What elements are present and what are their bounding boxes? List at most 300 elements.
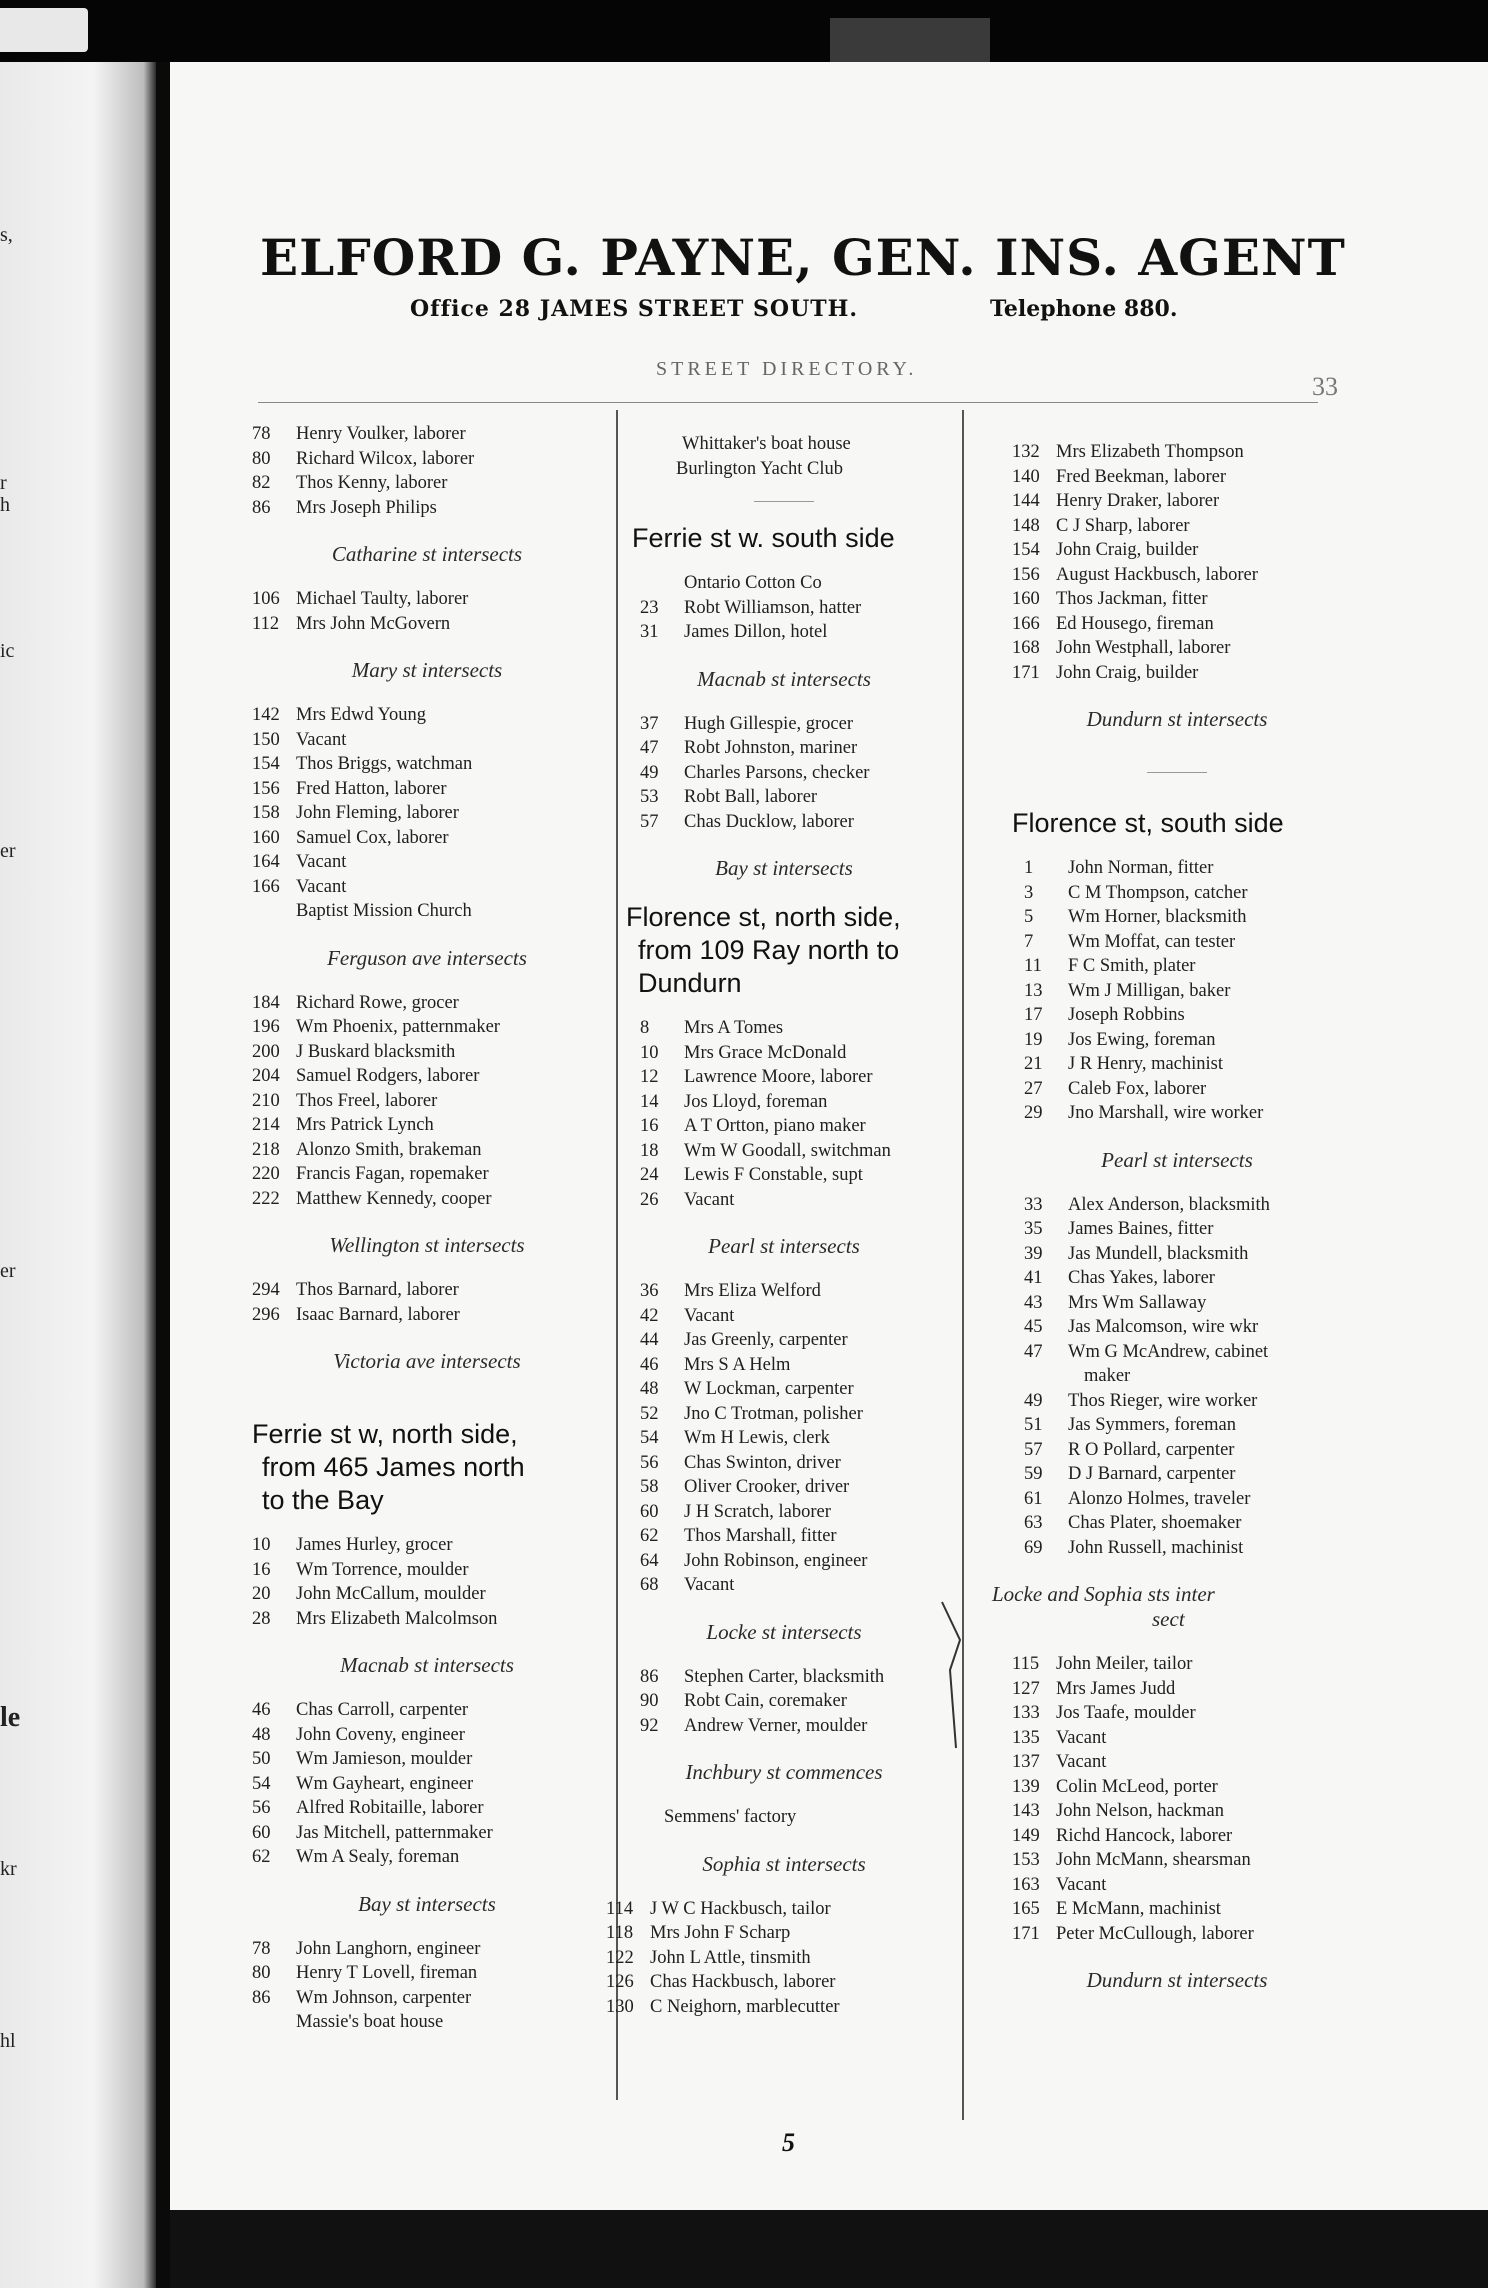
house-number: 165 (1012, 1899, 1040, 1919)
entry-text: Jos Taafe, moulder (1056, 1703, 1196, 1723)
entry-text: Wm A Sealy, foreman (296, 1847, 460, 1867)
house-number: 37 (640, 713, 659, 734)
directory-entry (252, 1187, 602, 1212)
house-number: 24 (640, 1165, 659, 1185)
directory-entry (1012, 612, 1342, 637)
house-number: 137 (1012, 1752, 1040, 1772)
directory-entry (1012, 489, 1342, 514)
directory-entry (606, 810, 962, 835)
house-number: 218 (252, 1139, 280, 1160)
entry-text: Wm Moffat, can tester (1068, 931, 1236, 952)
entry-text: E McMann, machinist (1056, 1899, 1221, 1919)
entry-text: John Craig, builder (1056, 540, 1199, 560)
directory-entry (252, 1607, 602, 1632)
house-number: 171 (1012, 662, 1040, 683)
entry-text: Vacant (296, 876, 347, 897)
cross-street: Wellington st intersects (329, 1233, 525, 1257)
house-number: 60 (640, 1501, 659, 1522)
cross-street-line: sect (1152, 1607, 1185, 1631)
house-number: 47 (640, 738, 659, 758)
house-number: 56 (252, 1798, 271, 1818)
directory-entry (252, 1113, 602, 1138)
entry-text: Robt Williamson, hatter (684, 597, 862, 618)
directory-entry (252, 899, 602, 924)
directory-entry (1012, 636, 1342, 661)
house-number: 17 (1024, 1005, 1043, 1025)
directory-entry (1012, 930, 1342, 955)
entry-text: Mrs Elizabeth Malcolmson (296, 1608, 498, 1629)
directory-entry (1012, 1438, 1342, 1463)
entry-text: Thos Briggs, watchman (296, 754, 473, 774)
entry-text: Wm Johnson, carpenter (296, 1987, 472, 2008)
entry-text: Lewis F Constable, supt (684, 1165, 863, 1185)
directory-entry (606, 1475, 962, 1500)
entry-text: Jas Symmers, foreman (1068, 1415, 1237, 1435)
directory-entry (1012, 881, 1342, 906)
cross-street: Bay st intersects (715, 856, 853, 880)
directory-entry (606, 1041, 962, 1066)
directory-entry (252, 422, 602, 447)
entry-text: Thos Jackman, fitter (1056, 589, 1208, 609)
house-number: 150 (252, 729, 280, 750)
entry-text: C Neighorn, marblecutter (650, 1996, 840, 2017)
entry-text: Mrs A Tomes (684, 1018, 784, 1038)
house-number: 3 (1024, 882, 1034, 903)
entry-text: Michael Taulty, laborer (296, 589, 469, 609)
entry-text: Hugh Gillespie, grocer (684, 713, 854, 734)
entry-text: Robt Johnston, mariner (684, 738, 858, 758)
house-number: 56 (640, 1452, 659, 1473)
house-number: 154 (252, 754, 280, 774)
house-number: 126 (606, 1972, 634, 1992)
entry-text: James Baines, fitter (1068, 1219, 1214, 1239)
entry-text: Baptist Mission Church (296, 901, 472, 921)
directory-entry (1012, 1291, 1342, 1316)
cross-street: Bay st intersects (358, 1891, 496, 1916)
entry-text: Chas Ducklow, laborer (684, 811, 854, 832)
section-heading-line: Florence st, north side, (626, 902, 901, 932)
cross-street: Mary st intersects (351, 658, 503, 682)
house-number: 48 (252, 1724, 271, 1745)
directory-entry (1012, 1028, 1342, 1053)
entry-text: John McCallum, moulder (296, 1584, 486, 1604)
entry-text: Vacant (684, 1305, 735, 1326)
house-number: 163 (1012, 1874, 1040, 1895)
entry-text: Vacant (684, 1575, 735, 1595)
directory-entry (252, 777, 602, 802)
house-number: 78 (252, 1938, 271, 1959)
page-number: 33 (1312, 372, 1338, 401)
directory-entry (1012, 1193, 1342, 1218)
entry-text: Vacant (296, 852, 347, 872)
house-number: 80 (252, 448, 271, 469)
house-number: 135 (1012, 1727, 1040, 1748)
column-1 (252, 422, 602, 2035)
directory-entry (1012, 1462, 1342, 1487)
entry-text: Wm Jamieson, moulder (296, 1749, 473, 1769)
house-number: 184 (252, 992, 280, 1013)
house-number: 52 (640, 1403, 659, 1424)
directory-entry (606, 1714, 962, 1739)
directory-entry (252, 801, 602, 826)
entry-text: Wm Gayheart, engineer (296, 1773, 474, 1794)
entry-text: August Hackbusch, laborer (1056, 564, 1258, 585)
directory-entry (252, 587, 602, 612)
house-number: 140 (1012, 466, 1040, 487)
house-number: 200 (252, 1041, 280, 1062)
entry-text: Robt Ball, laborer (684, 787, 818, 807)
directory-entry (252, 991, 602, 1016)
house-number: 158 (252, 803, 280, 823)
directory-entry (252, 1162, 602, 1187)
entry-text: James Dillon, hotel (684, 622, 828, 642)
house-number: 47 (1024, 1341, 1043, 1362)
entry-text: Alex Anderson, blacksmith (1068, 1194, 1270, 1215)
house-number: 5 (1024, 907, 1034, 927)
entry-text: Vacant (684, 1189, 735, 1210)
directory-entry (1012, 954, 1342, 979)
directory-entry (1012, 1340, 1342, 1365)
directory-entry (1012, 856, 1342, 881)
entry-text: Richard Wilcox, laborer (296, 448, 475, 469)
entry-text: Jno C Trotman, polisher (684, 1403, 863, 1424)
entry-text: Jas Mitchell, patternmaker (296, 1822, 493, 1843)
directory-entry (606, 1549, 962, 1574)
directory-entry (1012, 1701, 1342, 1726)
house-number: 164 (252, 852, 280, 872)
entry-text: Oliver Crooker, driver (684, 1477, 850, 1497)
entry-text: Colin McLeod, porter (1056, 1776, 1218, 1797)
directory-entry (1012, 1052, 1342, 1077)
house-number: 57 (640, 811, 659, 832)
directory-entry (606, 571, 962, 596)
entry-text: Alonzo Holmes, traveler (1068, 1488, 1251, 1509)
margin-fragment: h (0, 494, 10, 516)
directory-entry (252, 1089, 602, 1114)
entry-text: Mrs Elizabeth Thompson (1056, 442, 1244, 462)
entry-text: Caleb Fox, laborer (1068, 1078, 1207, 1099)
directory-entry (1012, 538, 1342, 563)
entry-text: John L Attle, tinsmith (650, 1947, 811, 1968)
house-number: 166 (252, 876, 280, 897)
entry-text: Joseph Robbins (1068, 1005, 1185, 1025)
cross-street: Dundurn st intersects (1086, 1968, 1268, 1992)
directory-entry (1012, 1217, 1342, 1242)
separator-rule (754, 501, 814, 502)
entry-text: Vacant (1056, 1752, 1107, 1772)
house-number: 11 (1024, 956, 1042, 976)
house-number: 133 (1012, 1703, 1040, 1723)
directory-entry (252, 1064, 602, 1089)
entry-text: J H Scratch, laborer (684, 1501, 831, 1522)
directory-entry (606, 1065, 962, 1090)
directory-entry (252, 1772, 602, 1797)
directory-entry (1012, 1413, 1342, 1438)
house-number: 82 (252, 473, 271, 493)
directory-entry (606, 1328, 962, 1353)
directory-entry (1012, 1873, 1342, 1898)
entry-text: Wm Phoenix, patternmaker (296, 1017, 500, 1037)
directory-entry (1012, 1848, 1342, 1873)
directory-entry (606, 761, 962, 786)
house-number: 45 (1024, 1317, 1043, 1337)
directory-entry (606, 1353, 962, 1378)
directory-entry (252, 728, 602, 753)
cross-street: Macnab st intersects (697, 666, 871, 691)
house-number: 204 (252, 1066, 280, 1086)
house-number: 39 (1024, 1243, 1043, 1264)
house-number: 144 (1012, 491, 1040, 511)
entry-text: Peter McCullough, laborer (1056, 1923, 1254, 1944)
entry-text: Alfred Robitaille, laborer (296, 1798, 484, 1818)
house-number: 294 (252, 1280, 280, 1300)
house-number: 1 (1024, 858, 1034, 878)
entry-text: Mrs Patrick Lynch (296, 1115, 434, 1135)
section-heading-line: from 109 Ray north to (638, 935, 900, 965)
directory-entry (606, 785, 962, 810)
house-number: 51 (1024, 1415, 1043, 1435)
entry-text: Jos Ewing, foreman (1068, 1029, 1216, 1050)
entry-text: Mrs Grace McDonald (684, 1042, 847, 1063)
directory-entry (252, 1747, 602, 1772)
directory-entry (606, 736, 962, 761)
directory-entry (1012, 465, 1342, 490)
column-divider (962, 410, 964, 2120)
directory-entry (1012, 514, 1342, 539)
directory-entry (606, 1188, 962, 1213)
house-number: 60 (252, 1822, 271, 1843)
entry-text: Wm W Goodall, switchman (684, 1140, 891, 1161)
entry-text: Burlington Yacht Club (676, 458, 844, 479)
directory-entry (252, 850, 602, 875)
entry-text: Richd Hancock, laborer (1056, 1825, 1233, 1846)
entry-text: John Russell, machinist (1068, 1537, 1244, 1558)
entry-text: Mrs John F Scharp (650, 1923, 791, 1943)
house-number: 130 (606, 1996, 634, 2017)
directory-entry (606, 1377, 962, 1402)
entry-text: Henry T Lovell, fireman (296, 1963, 478, 1983)
directory-entry (252, 496, 602, 521)
house-number: 43 (1024, 1292, 1043, 1313)
scan-top-notch (0, 8, 88, 52)
entry-text: Samuel Cox, laborer (296, 827, 449, 848)
house-number: 14 (640, 1091, 659, 1112)
directory-entry (606, 1304, 962, 1329)
house-number: 31 (640, 622, 659, 642)
house-number: 86 (640, 1666, 659, 1687)
house-number: 13 (1024, 980, 1043, 1001)
entry-text: John Norman, fitter (1068, 858, 1214, 878)
house-number: 20 (252, 1584, 271, 1604)
advert-office: Office 28 JAMES STREET SOUTH. (410, 296, 859, 322)
directory-entry (1012, 1775, 1342, 1800)
directory-entry (1012, 587, 1342, 612)
directory-entry (606, 1689, 962, 1714)
directory-entry (252, 1558, 602, 1583)
section-heading (1012, 807, 1342, 840)
margin-fragment: er (0, 1260, 16, 1282)
entry-text: John McMann, shearsman (1056, 1850, 1251, 1870)
directory-entry (252, 875, 602, 900)
house-number: 139 (1012, 1776, 1040, 1797)
entry-text: J R Henry, machinist (1068, 1054, 1224, 1074)
directory-entry (1012, 440, 1342, 465)
house-number: 42 (640, 1305, 659, 1326)
house-number: 220 (252, 1164, 280, 1184)
entry-text: Thos Kenny, laborer (296, 473, 448, 493)
entry-text: Mrs Joseph Philips (296, 497, 437, 518)
directory-entry (606, 1573, 962, 1598)
entry-text: R O Pollard, carpenter (1068, 1439, 1235, 1460)
entry-text: Wm Torrence, moulder (296, 1559, 469, 1580)
entry-text: Alonzo Smith, brakeman (296, 1139, 482, 1160)
advert-telephone: Telephone 880. (990, 296, 1178, 322)
directory-entry (1012, 1364, 1342, 1389)
house-number: 7 (1024, 931, 1034, 952)
entry-text: Isaac Barnard, laborer (296, 1304, 460, 1325)
house-number: 58 (640, 1477, 659, 1497)
entry-text: C M Thompson, catcher (1068, 882, 1248, 903)
entry-text: Ontario Cotton Co (684, 573, 822, 593)
house-number: 171 (1012, 1923, 1040, 1944)
house-number: 149 (1012, 1825, 1040, 1846)
house-number: 156 (1012, 564, 1040, 585)
house-number: 210 (252, 1090, 280, 1111)
entry-text: Wm H Lewis, clerk (684, 1428, 830, 1448)
margin-fragment: r (0, 472, 7, 494)
house-number: 62 (252, 1847, 271, 1867)
entry-text: Jos Lloyd, foreman (684, 1091, 828, 1112)
entry-text: James Hurley, grocer (296, 1535, 453, 1555)
margin-fragment: hl (0, 2030, 16, 2052)
house-number: 44 (640, 1330, 659, 1350)
house-number: 26 (640, 1189, 659, 1210)
cross-street: Inchbury st commences (685, 1760, 883, 1784)
directory-entry (252, 1845, 602, 1870)
entry-text: John Craig, builder (1056, 662, 1199, 683)
directory-entry (252, 1303, 602, 1328)
house-number: 46 (252, 1700, 271, 1720)
house-number: 160 (252, 827, 280, 848)
directory-entry (252, 1986, 602, 2011)
house-number: 112 (252, 613, 280, 634)
house-number: 59 (1024, 1464, 1043, 1484)
directory-entry (1012, 661, 1342, 686)
directory-entry (1012, 1487, 1342, 1512)
scan-top-shade (830, 18, 990, 62)
scan-top-border (0, 0, 1488, 62)
directory-entry (252, 826, 602, 851)
house-number: 115 (1012, 1654, 1040, 1674)
directory-entry (252, 1040, 602, 1065)
cross-street-line: Locke and Sophia sts inter (992, 1582, 1215, 1606)
header-rule (258, 402, 1318, 403)
entry-text: Chas Hackbusch, laborer (650, 1972, 836, 1992)
entry-text: Wm Horner, blacksmith (1068, 907, 1247, 927)
house-number: 122 (606, 1947, 634, 1968)
house-number: 48 (640, 1379, 659, 1399)
house-number: 127 (1012, 1678, 1040, 1699)
entry-text: Vacant (1056, 1874, 1107, 1895)
entry-text: Wm G McAndrew, cabinet (1068, 1341, 1269, 1362)
directory-entry (1012, 1389, 1342, 1414)
entry-text: John Coveny, engineer (296, 1724, 465, 1745)
house-number: 86 (252, 1987, 271, 2008)
directory-entry (1012, 1922, 1342, 1947)
column-2 (606, 432, 962, 2019)
facing-page-edge (0, 62, 156, 2288)
directory-entry (1012, 1266, 1342, 1291)
directory-entry (252, 2010, 602, 2035)
entry-text: Andrew Verner, moulder (684, 1715, 868, 1736)
house-number: 154 (1012, 540, 1040, 560)
house-number: 63 (1024, 1513, 1043, 1533)
entry-text: Richard Rowe, grocer (296, 992, 459, 1013)
entry-text: Jas Malcomson, wire wkr (1068, 1317, 1259, 1337)
directory-entry (606, 1946, 962, 1971)
house-number: 168 (1012, 638, 1040, 658)
entry-text: Samuel Rodgers, laborer (296, 1066, 480, 1086)
margin-fragment: le (0, 1702, 21, 1733)
section-heading-line: Ferrie st w, north side, (252, 1419, 518, 1449)
entry-text: maker (1084, 1366, 1131, 1386)
directory-entry (252, 703, 602, 728)
house-number: 132 (1012, 442, 1040, 462)
house-number: 148 (1012, 515, 1040, 536)
directory-entry (1012, 1536, 1342, 1561)
entry-text: Charles Parsons, checker (684, 762, 870, 783)
entry-text: J Buskard blacksmith (296, 1041, 456, 1062)
entry-text: F C Smith, plater (1068, 956, 1196, 976)
house-number: 16 (252, 1559, 271, 1580)
entry-text: C J Sharp, laborer (1056, 515, 1190, 536)
directory-entry (1012, 1677, 1342, 1702)
cross-street: Dundurn st intersects (1086, 707, 1268, 731)
entry-text: Stephen Carter, blacksmith (684, 1666, 885, 1687)
entry-text: Mrs Eliza Welford (684, 1281, 821, 1301)
house-number: 296 (252, 1304, 280, 1325)
directory-entry (606, 1402, 962, 1427)
entry-text: Chas Yakes, laborer (1068, 1268, 1215, 1288)
house-number: 114 (606, 1898, 634, 1919)
house-number: 10 (640, 1042, 659, 1063)
directory-entry (606, 1163, 962, 1188)
directory-entry (252, 1937, 602, 1962)
directory-entry (252, 471, 602, 496)
house-number: 62 (640, 1526, 659, 1546)
section-heading-line: Ferrie st w. south side (632, 523, 895, 553)
house-number: 21 (1024, 1054, 1043, 1074)
house-number: 53 (640, 787, 659, 807)
house-number: 118 (606, 1923, 634, 1943)
directory-entry (1012, 1750, 1342, 1775)
cross-street: Locke st intersects (706, 1619, 862, 1644)
directory-entry (606, 1426, 962, 1451)
house-number: 160 (1012, 589, 1040, 609)
cross-street: Victoria ave intersects (333, 1349, 521, 1373)
directory-entry (1012, 1726, 1342, 1751)
running-head: STREET DIRECTORY. (656, 358, 918, 380)
cross-street: Pearl st intersects (708, 1234, 860, 1258)
cross-street: Pearl st intersects (1101, 1147, 1253, 1172)
house-number: 27 (1024, 1078, 1043, 1099)
entry-text: Jas Greenly, carpenter (684, 1330, 848, 1350)
house-number: 78 (252, 424, 271, 444)
house-number: 143 (1012, 1801, 1040, 1821)
directory-entry (606, 1897, 962, 1922)
directory-entry (606, 712, 962, 737)
house-number: 35 (1024, 1219, 1043, 1239)
